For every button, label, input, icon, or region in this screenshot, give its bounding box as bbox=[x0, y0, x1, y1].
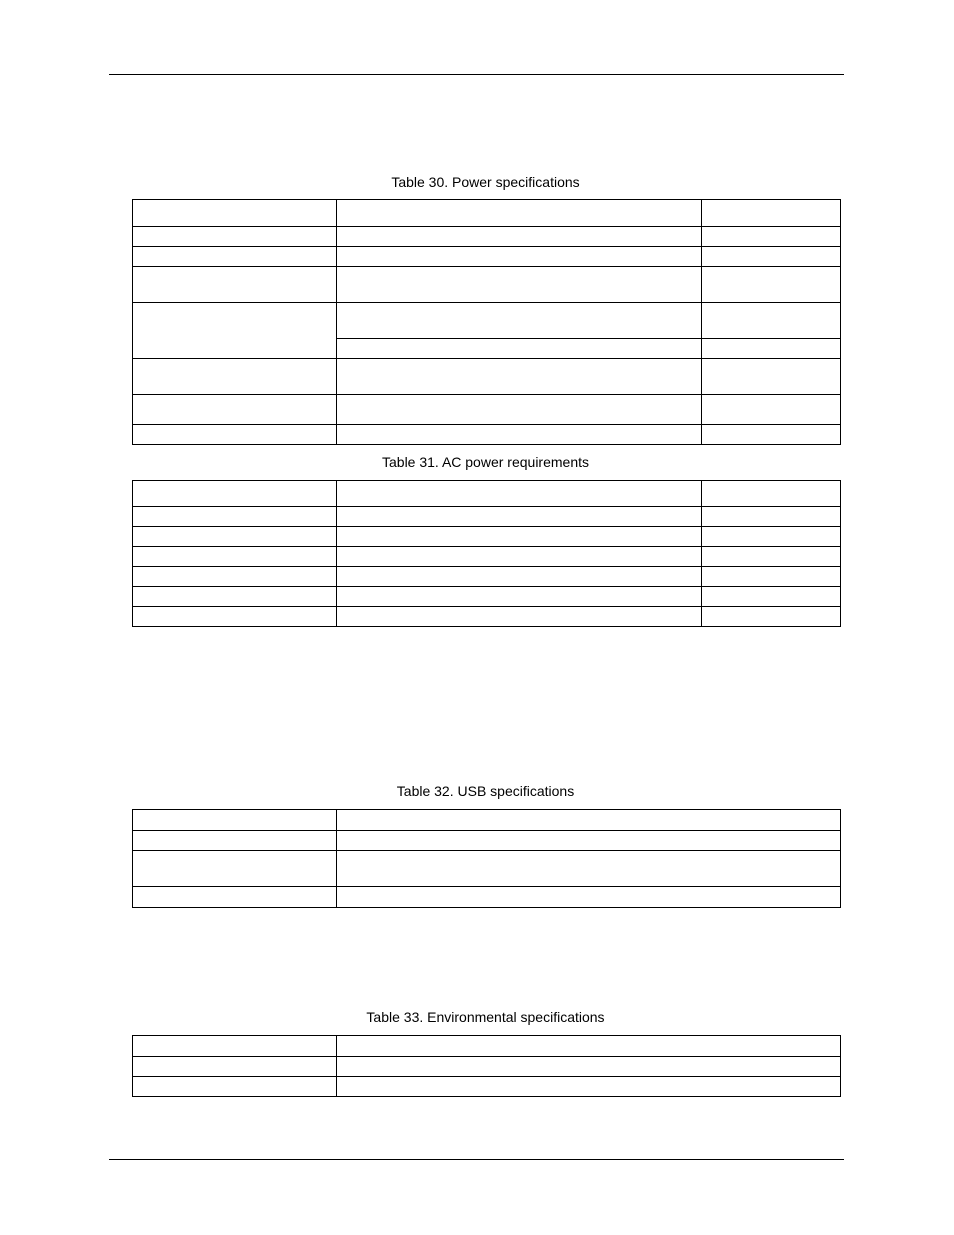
table-cell bbox=[337, 227, 702, 247]
table-cell bbox=[337, 810, 841, 831]
table-row bbox=[133, 359, 841, 395]
table-cell bbox=[133, 507, 337, 527]
table-row bbox=[133, 247, 841, 267]
table-cell bbox=[702, 567, 841, 587]
table-cell bbox=[702, 359, 841, 395]
table-30-caption: Table 30. Power specifications bbox=[391, 174, 580, 190]
table-cell bbox=[702, 247, 841, 267]
table-cell bbox=[133, 587, 337, 607]
table-cell bbox=[133, 1077, 337, 1097]
table-row bbox=[133, 607, 841, 627]
table-cell bbox=[337, 267, 702, 303]
table-cell bbox=[337, 831, 841, 851]
table-cell bbox=[133, 527, 337, 547]
table-cell bbox=[133, 359, 337, 395]
table-cell bbox=[133, 887, 337, 908]
table-cell bbox=[337, 359, 702, 395]
table-row bbox=[133, 851, 841, 887]
table-row bbox=[133, 200, 841, 227]
table-cell bbox=[133, 607, 337, 627]
table-row bbox=[133, 1036, 841, 1057]
table-cell bbox=[337, 339, 702, 359]
table-cell bbox=[337, 567, 702, 587]
table-cell bbox=[337, 395, 702, 425]
table-cell bbox=[702, 303, 841, 339]
table-row bbox=[133, 547, 841, 567]
table-row bbox=[133, 481, 841, 507]
table-cell bbox=[337, 425, 702, 445]
table-cell bbox=[337, 247, 702, 267]
table-cell bbox=[702, 200, 841, 227]
table-cell bbox=[702, 527, 841, 547]
table-row bbox=[133, 1057, 841, 1077]
table-cell bbox=[133, 303, 337, 359]
table-cell bbox=[702, 395, 841, 425]
table-cell bbox=[337, 527, 702, 547]
table-cell bbox=[702, 587, 841, 607]
table-row bbox=[133, 303, 841, 339]
table-cell bbox=[133, 267, 337, 303]
table-cell bbox=[133, 481, 337, 507]
table-32-caption: Table 32. USB specifications bbox=[396, 783, 575, 799]
table-row bbox=[133, 810, 841, 831]
table-cell bbox=[133, 851, 337, 887]
table-cell bbox=[133, 547, 337, 567]
table-cell bbox=[337, 1057, 841, 1077]
table-cell bbox=[133, 200, 337, 227]
table-row bbox=[133, 425, 841, 445]
table-cell bbox=[133, 567, 337, 587]
table-cell bbox=[337, 887, 841, 908]
table-row bbox=[133, 507, 841, 527]
table-cell bbox=[337, 547, 702, 567]
table-cell bbox=[133, 247, 337, 267]
table-row bbox=[133, 831, 841, 851]
table-cell bbox=[133, 227, 337, 247]
table-row bbox=[133, 587, 841, 607]
table-cell bbox=[337, 851, 841, 887]
environmental-specifications-table bbox=[132, 1035, 841, 1097]
table-33-caption: Table 33. Environmental specifications bbox=[366, 1009, 605, 1025]
table-row bbox=[133, 227, 841, 247]
table-cell bbox=[337, 303, 702, 339]
table-cell bbox=[337, 587, 702, 607]
table-31-caption: Table 31. AC power requirements bbox=[382, 454, 589, 470]
table-cell bbox=[337, 1077, 841, 1097]
table-cell bbox=[702, 607, 841, 627]
table-row bbox=[133, 567, 841, 587]
table-cell bbox=[702, 481, 841, 507]
table-cell bbox=[702, 267, 841, 303]
table-cell bbox=[702, 425, 841, 445]
table-cell bbox=[702, 507, 841, 527]
table-row bbox=[133, 1077, 841, 1097]
table-row bbox=[133, 267, 841, 303]
ac-power-requirements-table bbox=[132, 480, 841, 627]
table-cell bbox=[133, 810, 337, 831]
table-row bbox=[133, 395, 841, 425]
header-rule bbox=[109, 74, 844, 75]
table-cell bbox=[337, 481, 702, 507]
table-row bbox=[133, 887, 841, 908]
table-cell bbox=[337, 607, 702, 627]
table-cell bbox=[133, 425, 337, 445]
table-cell bbox=[702, 227, 841, 247]
power-specifications-table bbox=[132, 199, 841, 445]
table-cell bbox=[337, 507, 702, 527]
table-cell bbox=[133, 1036, 337, 1057]
table-cell bbox=[702, 547, 841, 567]
usb-specifications-table bbox=[132, 809, 841, 908]
table-cell bbox=[133, 395, 337, 425]
table-cell bbox=[133, 831, 337, 851]
table-cell bbox=[337, 200, 702, 227]
table-cell bbox=[133, 1057, 337, 1077]
table-row bbox=[133, 527, 841, 547]
table-cell bbox=[337, 1036, 841, 1057]
footer-rule bbox=[109, 1159, 844, 1160]
table-cell bbox=[702, 339, 841, 359]
